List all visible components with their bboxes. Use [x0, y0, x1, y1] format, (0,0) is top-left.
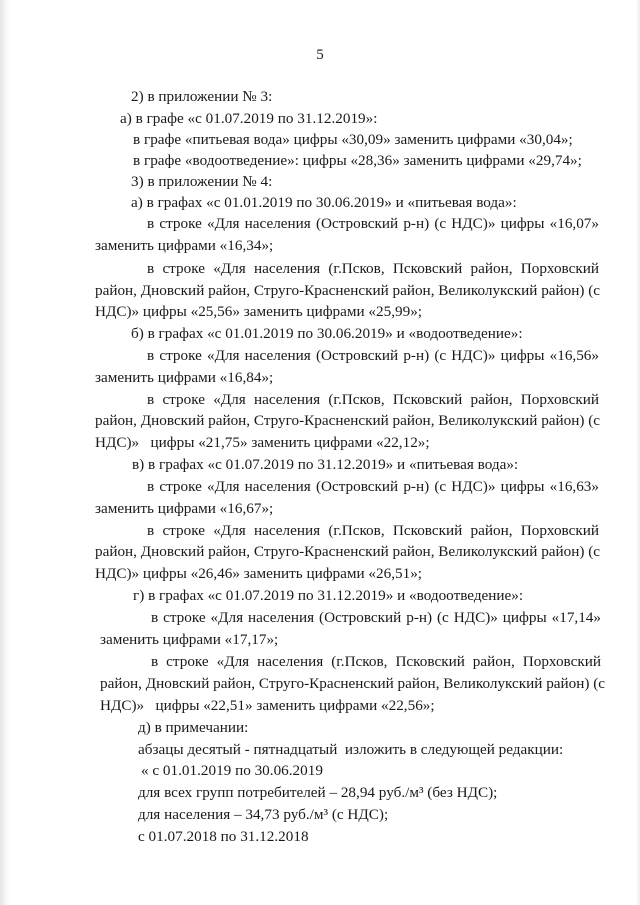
text-line: в строке «Для населения (г.Псков, Псковский район, Порховский — [147, 522, 599, 539]
text-line: для населения – 34,73 руб./м³ (с НДС); — [138, 806, 389, 823]
text-line: район, Дновский район, Струго-Красненский район, Великолукский район) (с — [95, 282, 601, 299]
text-line: б) в графах «с 01.01.2019 по 30.06.2019» и «водоотведение»: — [131, 325, 523, 342]
text-line: в строке «Для населения (Островский р-н) (с НДС)» цифры «16,56» — [147, 347, 599, 364]
text-line: д) в примечании: — [138, 719, 249, 736]
text-line: а) в графах «с 01.01.2019 по 30.06.2019» и «питьевая вода»: — [131, 194, 517, 211]
text-line: заменить цифрами «16,67»; — [95, 500, 274, 517]
text-line: в) в графах «с 01.07.2019 по 31.12.2019» и «питьевая вода»: — [132, 456, 519, 473]
text-line: НДС)» цифры «21,75» заменить цифрами «22,12»; — [95, 434, 430, 451]
text-line: 3) в приложении № 4: — [131, 173, 273, 190]
scan-shadow-right — [636, 0, 640, 905]
text-line: район, Дновский район, Струго-Красненский район, Великолукский район) (с — [95, 543, 601, 560]
text-line: с 01.07.2018 по 31.12.2018 — [138, 828, 309, 845]
text-line: для всех групп потребителей – 28,94 руб./м³ (без НДС); — [138, 784, 498, 801]
text-line: в графе «питьевая вода» цифры «30,09» заменить цифрами «30,04»; — [133, 131, 573, 148]
text-line: НДС)» цифры «26,46» заменить цифрами «26,51»; — [95, 565, 423, 582]
text-line: а) в графе «с 01.07.2019 по 31.12.2019»: — [120, 110, 378, 127]
text-line: г) в графах «с 01.07.2019 по 31.12.2019» и «водоотведение»: — [133, 587, 524, 604]
text-line: в строке «Для населения (Островский р-н) (с НДС)» цифры «17,14» — [151, 609, 601, 626]
scan-shadow-left — [0, 0, 10, 905]
text-line: район, Дновский район, Струго-Красненский район, Великолукский район) (с — [100, 675, 606, 692]
text-line: заменить цифрами «17,17»; — [100, 631, 279, 648]
text-line: « с 01.01.2019 по 30.06.2019 — [141, 762, 323, 779]
text-line: абзацы десятый - пятнадцатый изложить в следующей редакции: — [138, 741, 564, 758]
text-line: в графе «водоотведение»: цифры «28,36» заменить цифрами «29,74»; — [133, 152, 582, 169]
page-number: 5 — [316, 47, 324, 63]
text-line: заменить цифрами «16,34»; — [95, 237, 274, 254]
text-line: в строке «Для населения (г.Псков, Псковский район, Порховский — [147, 260, 599, 277]
text-line: в строке «Для населения (г.Псков, Псковский район, Порховский — [147, 391, 599, 408]
text-line: НДС)» цифры «22,51» заменить цифрами «22,56»; — [100, 697, 435, 714]
text-line: район, Дновский район, Струго-Красненский район, Великолукский район) (с — [95, 412, 601, 429]
text-line: в строке «Для населения (Островский р-н) (с НДС)» цифры «16,63» — [147, 478, 599, 495]
text-line: 2) в приложении № 3: — [131, 88, 273, 105]
text-line: заменить цифрами «16,84»; — [95, 369, 274, 386]
text-line: в строке «Для населения (г.Псков, Псковский район, Порховский — [151, 653, 601, 670]
text-line: НДС)» цифры «25,56» заменить цифрами «25,99»; — [95, 303, 423, 320]
text-line: в строке «Для населения (Островский р-н) (с НДС)» цифры «16,07» — [147, 215, 599, 232]
